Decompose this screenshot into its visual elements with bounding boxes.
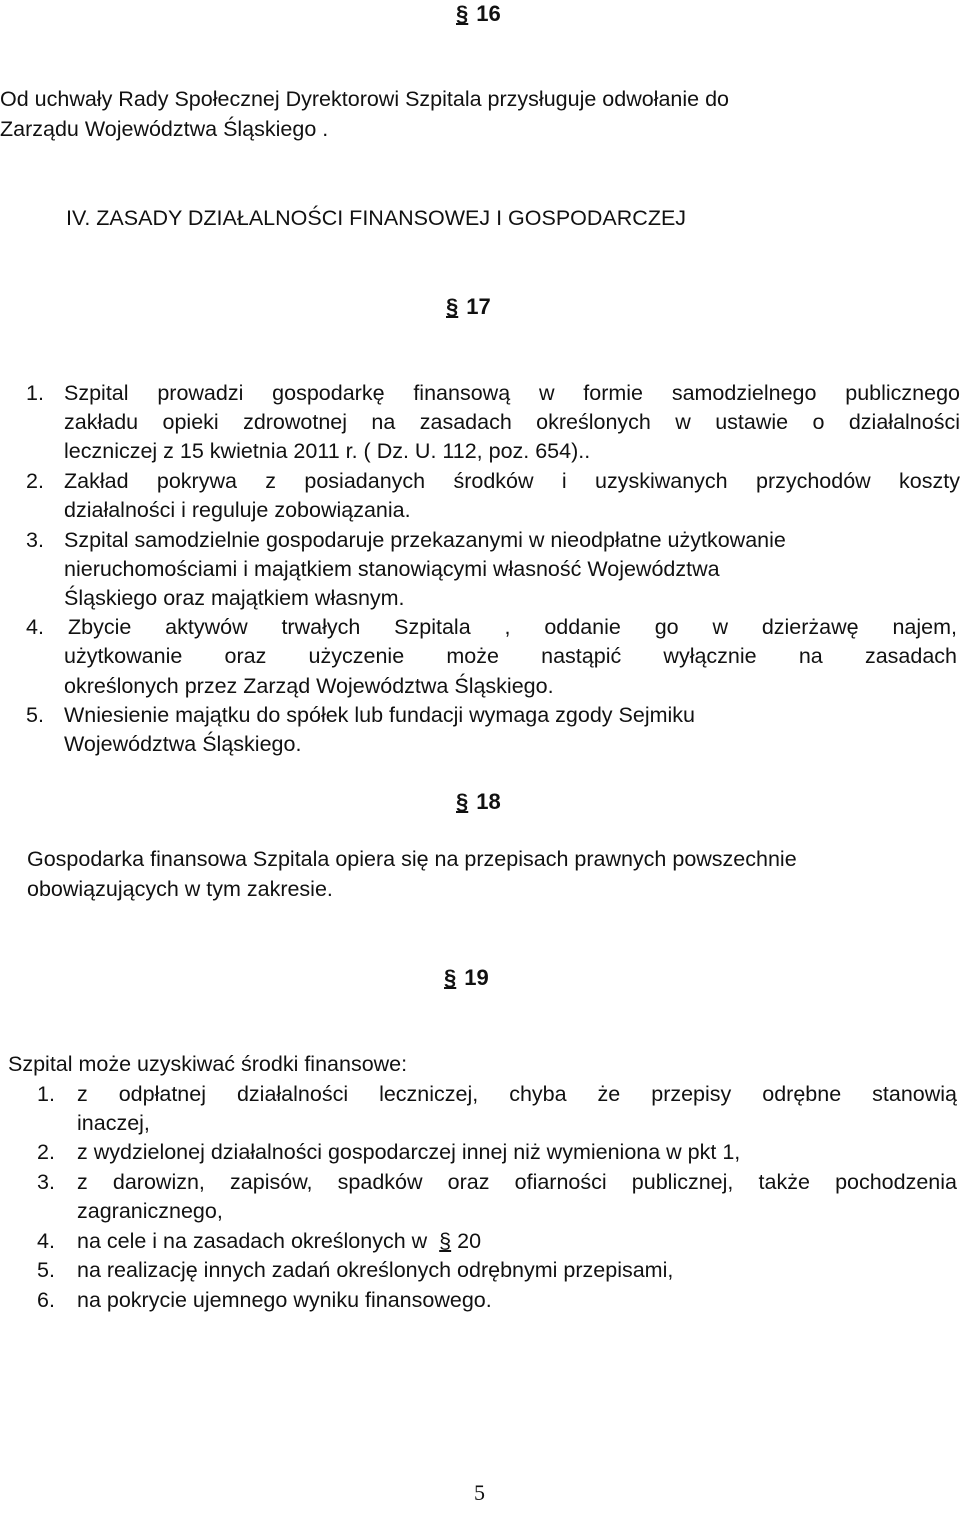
section-sign: § <box>456 1 469 26</box>
p17-item-3-line-3: Śląskiego oraz majątkiem własnym. <box>64 586 405 610</box>
p17-item-1-number: 1. <box>26 381 44 405</box>
section-17-heading <box>446 293 491 321</box>
p17-item-5-number: 5. <box>26 703 44 727</box>
p17-item-4-line-3: określonych przez Zarząd Województwa Śląskiego. <box>64 674 554 698</box>
p19-item-1-line-2: inaczej, <box>77 1111 150 1135</box>
p19-item-1-line-1: z odpłatnej działalności leczniczej, chyba że przepisy odrębne stanowią <box>77 1082 957 1106</box>
p18-line-1: Gospodarka finansowa Szpitala opiera się na przepisach prawnych powszechnie <box>27 847 797 871</box>
p19-item-4-line <box>77 1228 481 1255</box>
section-16-heading <box>456 0 501 28</box>
p19-item-1-number: 1. <box>37 1082 55 1106</box>
p19-item-2-number: 2. <box>37 1140 55 1164</box>
section-number: 19 <box>464 965 489 990</box>
p17-item-2-line-1: Zakład pokrywa z posiadanych środków i uzyskiwanych przychodów koszty <box>64 469 960 493</box>
p19-item-4-ref: 20 <box>457 1229 482 1253</box>
p19-item-3-line-2: zagranicznego, <box>77 1199 223 1223</box>
p17-item-3-number: 3. <box>26 528 44 552</box>
section-sign: § <box>439 1229 452 1253</box>
p16-line-1: Od uchwały Rady Społecznej Dyrektorowi Szpitala przysługuje odwołanie do <box>0 87 729 111</box>
p17-item-5-line-2: Województwa Śląskiego. <box>64 732 302 756</box>
page-number: 5 <box>474 1480 485 1505</box>
p17-item-1-line-3: leczniczej z 15 kwietnia 2011 r. ( Dz. U. 112, poz. 654).. <box>64 439 591 463</box>
section-number: 18 <box>476 789 501 814</box>
section-number: 17 <box>466 294 491 319</box>
p17-item-3-line-2: nieruchomościami i majątkiem stanowiącymi własność Województwa <box>64 557 720 581</box>
p17-item-5-line-1: Wniesienie majątku do spółek lub fundacji wymaga zgody Sejmiku <box>64 703 695 727</box>
p19-item-3-line-1: z darowizn, zapisów, spadków oraz ofiarności publicznej, także pochodzenia <box>77 1170 957 1194</box>
p17-item-2-number: 2. <box>26 469 44 493</box>
section-sign: § <box>456 789 469 814</box>
section-19-heading <box>444 964 489 992</box>
p19-item-6-line-1: na pokrycie ujemnego wyniku finansowego. <box>77 1288 492 1312</box>
p17-item-2-line-2: działalności i reguluje zobowiązania. <box>64 498 411 522</box>
p16-line-2: Zarządu Województwa Śląskiego . <box>0 117 329 141</box>
p17-item-4-line-2: użytkowanie oraz użyczenie może nastąpić wyłącznie na zasadach <box>64 644 957 668</box>
p19-intro: Szpital może uzyskiwać środki finansowe: <box>8 1052 408 1076</box>
p17-item-4-number: 4. <box>26 615 44 639</box>
section-sign: § <box>446 294 459 319</box>
section-18-heading <box>456 788 501 816</box>
p17-item-1-line-2: zakładu opieki zdrowotnej na zasadach określonych w ustawie o działalności <box>64 410 960 434</box>
p19-item-3-number: 3. <box>37 1170 55 1194</box>
p19-item-4-number: 4. <box>37 1229 55 1253</box>
p19-item-5-number: 5. <box>37 1258 55 1282</box>
p19-item-5-line-1: na realizację innych zadań określonych odrębnymi przepisami, <box>77 1258 674 1282</box>
p17-item-4-line-1: Zbycie aktywów trwałych Szpitala , oddanie go w dzierżawę najem, <box>68 615 957 639</box>
section-number: 16 <box>476 1 501 26</box>
p19-item-4-text: na cele i na zasadach określonych w <box>77 1229 428 1253</box>
p17-item-3-line-1: Szpital samodzielnie gospodaruje przekazanymi w nieodpłatne użytkowanie <box>64 528 786 552</box>
p18-line-2: obowiązujących w tym zakresie. <box>27 877 333 901</box>
chapter-heading: IV. ZASADY DZIAŁALNOŚCI FINANSOWEJ I GOSPODARCZEJ <box>66 206 687 230</box>
p17-item-1-line-1: Szpital prowadzi gospodarkę finansową w formie samodzielnego publicznego <box>64 381 960 405</box>
p19-item-2-line-1: z wydzielonej działalności gospodarczej innej niż wymieniona w pkt 1, <box>77 1140 741 1164</box>
section-sign: § <box>444 965 457 990</box>
p19-item-6-number: 6. <box>37 1288 55 1312</box>
